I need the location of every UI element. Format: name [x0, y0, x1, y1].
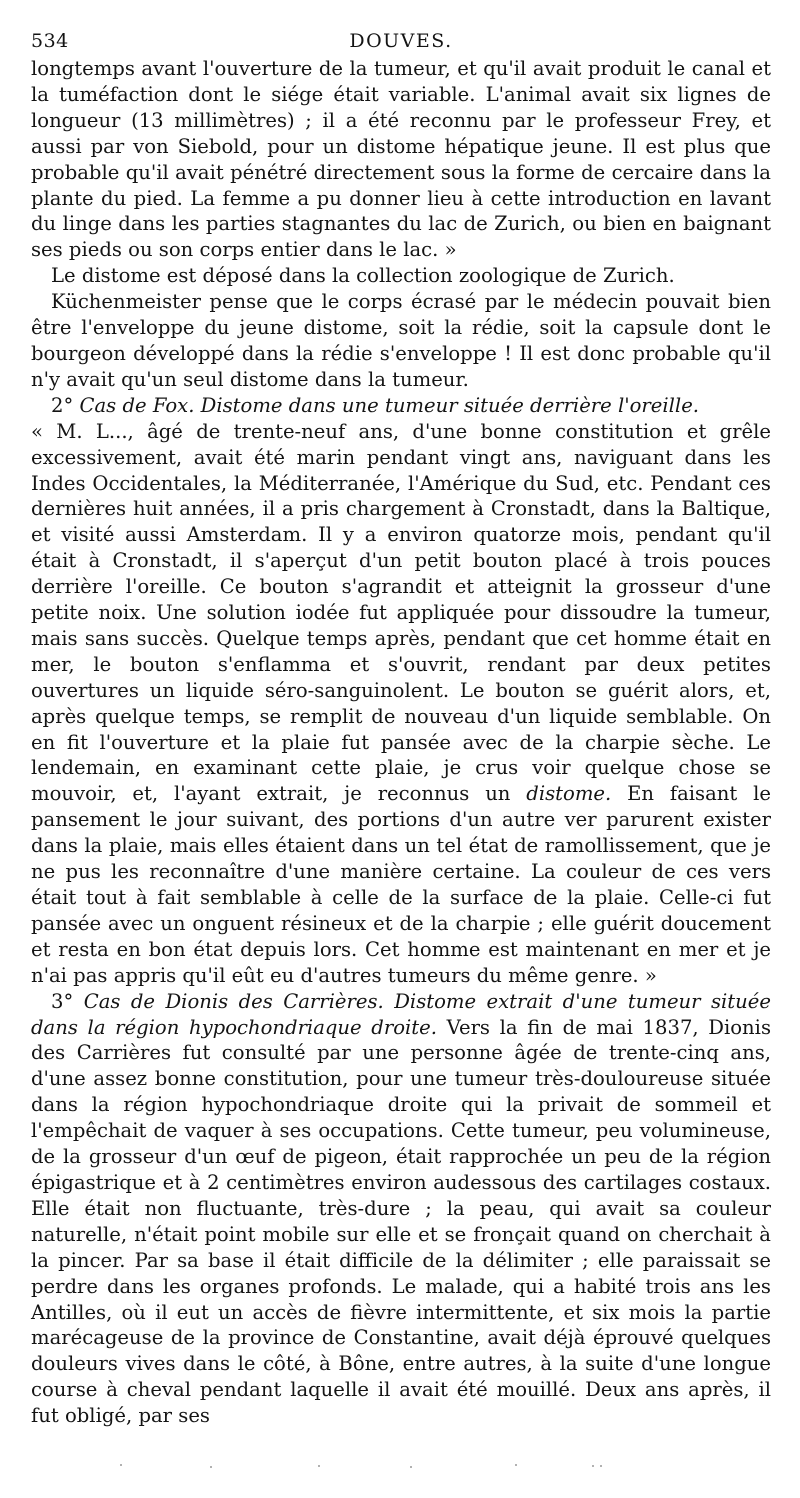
body-text [31, 56, 771, 1429]
text-run: Le distome est déposé dans la collection zoologique de Zurich. [51, 264, 675, 288]
text-run: Küchenmeister pense que le corps écrasé par le médecin pouvait bien être l'enveloppe du jeune distome, soit la rédie, soit la capsule dont le bourgeon développé dans la rédie s'enveloppe ! Il est donc probable qu'il n'y avait qu'un seul distome dans la tumeur. [31, 290, 771, 391]
speck-mark [410, 1466, 412, 1468]
text-run: 2° [51, 393, 80, 417]
speck-mark [120, 1464, 122, 1466]
running-head [31, 26, 771, 56]
page-number: 534 [31, 30, 69, 52]
paragraph-continuation [31, 56, 771, 263]
running-title: DOUVES. [349, 30, 453, 52]
italic-text-run: Cas de Dionis des Carrières. Distome extrait d'une tumeur située dans la région hypochondriaque droite. [31, 989, 771, 1039]
case-heading-fox [31, 393, 771, 419]
italic-text-run: Cas de Fox. Distome dans une tumeur située derrière l'oreille. [79, 393, 700, 417]
text-run: Vers la fin de mai 1837, Dionis des Carrières fut consulté par une personne âgée de trente-cinq ans, d'une assez bonne constitution, pour une tumeur très-douloureuse située dans la région hypochondriaque droite qui la privait de sommeil et l'empêchait de vaquer à ses occupations. Cette tumeur, peu volumineuse, de la grosseur d'un œuf de pigeon, était rapprochée un peu de la région épigastrique et à 2 centimètres environ audessous des cartilages costaux. Elle était non fluctuante, très-dure ; la peau, qui avait sa couleur naturelle, n'était point mobile sur elle et se fronçait quand on cherchait à la pincer. Par sa base il était difficile de la délimiter ; elle paraissait se perdre dans les organes profonds. Le malade, qui a habité trois ans les Antilles, où il eut un accès de fièvre intermittente, et six mois la partie marécageuse de la province de Constantine, avait déjà éprouvé quelques douleurs vives dans le côté, à Bône, entre autres, à la suite d'une longue course à cheval pendant laquelle il avait été mouillé. Deux ans après, il fut obligé, par ses [31, 1015, 771, 1428]
page [31, 26, 771, 1429]
text-run: longtemps avant l'ouverture de la tumeur, et qu'il avait produit le canal et la tuméfaction dont le siége était variable. L'animal avait six lignes de longueur (13 millimètres) ; il a été reconnu par le professeur Frey, et aussi par von Siebold, pour un distome hépatique jeune. Il est plus que probable qu'il avait pénétré directement sous la forme de cercaire dans la plante du pied. La femme a pu donner lieu à cette introduction en lavant du linge dans les parties stagnantes du lac de Zurich, ou bien en baignant ses pieds ou son corps entier dans le lac. » [31, 57, 771, 262]
paragraph-fox-case [31, 419, 771, 989]
paragraph-collection-note [31, 263, 771, 289]
text-run: En faisant le pansement le jour suivant, des portions d'un autre ver parurent exister dans la plaie, mais elles étaient dans un tel état de ramollissement, que je ne pus les reconnaître d'une manière certaine. La couleur de ces vers était tout à fait semblable à celle de la surface de la plaie. Celle-ci fut pansée avec un onguent résineux et de la charpie ; elle guérit doucement et resta en bon état depuis lors. Cet homme est maintenant en mer et je n'ai pas appris qu'il eût eu d'autres tumeurs du même genre. » [31, 782, 771, 987]
speck-mark [210, 1466, 212, 1468]
speck-mark [600, 1465, 602, 1467]
paragraph-dionis-case [31, 989, 771, 1429]
speck-mark [318, 1465, 320, 1467]
speck-mark [515, 1464, 517, 1466]
bottom-specks [0, 1462, 800, 1472]
paragraph-kuchenmeister [31, 289, 771, 393]
italic-text-run: distome. [526, 782, 612, 806]
speck-mark [592, 1465, 594, 1467]
text-run: 3° [51, 989, 84, 1013]
text-run: « M. L..., âgé de trente-neuf ans, d'une bonne constitution et grêle excessivement, avait été marin pendant vingt ans, naviguant dans les Indes Occidentales, la Méditerranée, l'Amérique du Sud, etc. Pendant ces dernières huit années, il a pris chargement à Cronstadt, dans la Baltique, et visité aussi Amsterdam. Il y a environ quatorze mois, pendant qu'il était à Cronstadt, il s'aperçut d'un petit bouton placé à trois pouces derrière l'oreille. Ce bouton s'agrandit et atteignit la grosseur d'une petite noix. Une solution iodée fut appliquée pour dissoudre la tumeur, mais sans succès. Quelque temps après, pendant que cet homme était en mer, le bouton s'enflamma et s'ouvrit, rendant par deux petites ouvertures un liquide séro-sanguinolent. Le bouton se guérit alors, et, après quelque temps, se remplit de nouveau d'un liquide semblable. On en fit l'ouverture et la plaie fut pansée avec de la charpie sèche. Le lendemain, en examinant cette plaie, je crus voir quelque chose se mouvoir, et, l'ayant extrait, je reconnus un [31, 419, 771, 806]
